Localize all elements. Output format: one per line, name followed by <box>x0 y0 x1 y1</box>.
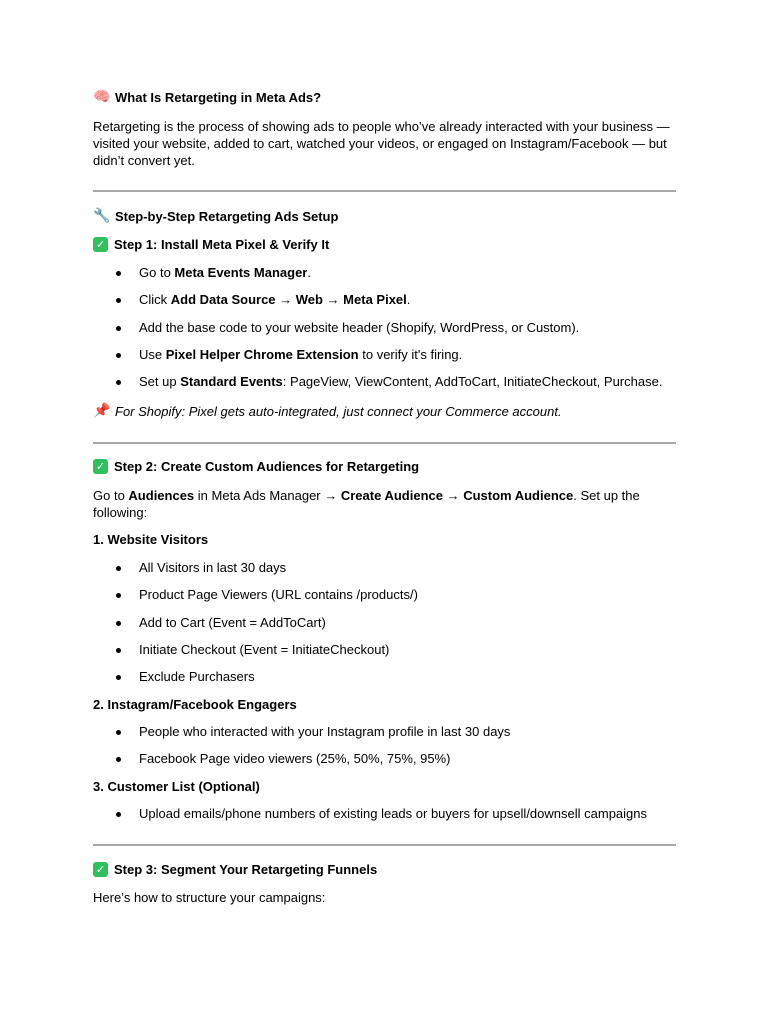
heading-step-1 <box>93 237 329 252</box>
list-item: Initiate Checkout (Event = InitiateCheckout) <box>139 642 390 657</box>
list-item: Click Add Data Source → Web → Meta Pixel. <box>139 292 411 307</box>
list-item: Add to Cart (Event = AddToCart) <box>139 615 326 630</box>
bullet-icon <box>116 295 124 303</box>
intro-line: didn’t convert yet. <box>93 153 195 168</box>
check-icon: ✓ <box>93 862 108 877</box>
brain-icon: 🧠 <box>93 89 111 105</box>
bullet-icon <box>116 809 124 817</box>
bullet-icon <box>116 618 124 626</box>
list-item: Use Pixel Helper Chrome Extension to verify it's firing. <box>139 347 463 362</box>
step-2-intro-line: following: <box>93 505 148 520</box>
pushpin-icon: 📌 <box>93 403 111 419</box>
step-2-intro-line: Go to Audiences in Meta Ads Manager → Create Audience → Custom Audience. Set up the <box>93 488 640 503</box>
bullet-icon <box>116 377 124 385</box>
heading-step-2 <box>93 459 419 474</box>
list-item: Go to Meta Events Manager. <box>139 265 311 280</box>
step-2-intro <box>93 487 677 521</box>
check-icon: ✓ <box>93 459 108 474</box>
divider <box>93 190 676 192</box>
bullet-icon <box>116 323 124 331</box>
list-item: Exclude Purchasers <box>139 669 255 684</box>
bullet-icon <box>116 727 124 735</box>
list-item: All Visitors in last 30 days <box>139 560 287 575</box>
group-title: 1. Website Visitors <box>93 532 209 547</box>
heading-text: Step 1: Install Meta Pixel & Verify It <box>114 237 330 252</box>
intro-line: Retargeting is the process of showing ads to people who’ve already interacted with your business — <box>93 119 670 134</box>
heading-setup <box>93 208 338 224</box>
list-item: Upload emails/phone numbers of existing leads or buyers for upsell/downsell campaigns <box>139 806 647 821</box>
divider <box>93 844 676 846</box>
list-item: People who interacted with your Instagram profile in last 30 days <box>139 724 511 739</box>
bullet-icon <box>116 350 124 358</box>
bullet-icon <box>116 268 124 276</box>
group-title: 3. Customer List (Optional) <box>93 779 260 794</box>
wrench-icon: 🔧 <box>93 208 111 224</box>
intro-line: visited your website, added to cart, watched your videos, or engaged on Instagram/Facebook — but <box>93 136 667 151</box>
step-3-intro: Here’s how to structure your campaigns: <box>93 890 326 905</box>
bullet-icon <box>116 590 124 598</box>
divider <box>93 442 676 444</box>
heading-text: Step-by-Step Retargeting Ads Setup <box>115 208 339 224</box>
list-item: Set up Standard Events: PageView, ViewContent, AddToCart, InitiateCheckout, Purchase. <box>139 374 663 389</box>
bullet-icon <box>116 672 124 680</box>
heading-text: Step 3: Segment Your Retargeting Funnels <box>114 862 378 877</box>
check-icon: ✓ <box>93 237 108 252</box>
bullet-icon <box>116 563 124 571</box>
heading-text: Step 2: Create Custom Audiences for Retargeting <box>114 459 420 474</box>
bullet-icon <box>116 645 124 653</box>
intro-paragraph <box>93 118 677 169</box>
list-item: Facebook Page video viewers (25%, 50%, 75%, 95%) <box>139 751 451 766</box>
heading-step-3 <box>93 862 377 877</box>
shopify-note <box>93 403 562 419</box>
list-item: Add the base code to your website header (Shopify, WordPress, or Custom). <box>139 320 580 335</box>
group-title: 2. Instagram/Facebook Engagers <box>93 697 297 712</box>
note-text: For Shopify: Pixel gets auto-integrated, just connect your Commerce account. <box>115 403 562 419</box>
bullet-icon <box>116 754 124 762</box>
list-item: Product Page Viewers (URL contains /products/) <box>139 587 418 602</box>
heading-text: What Is Retargeting in Meta Ads? <box>115 89 322 105</box>
heading-what-is-retargeting <box>93 89 321 105</box>
